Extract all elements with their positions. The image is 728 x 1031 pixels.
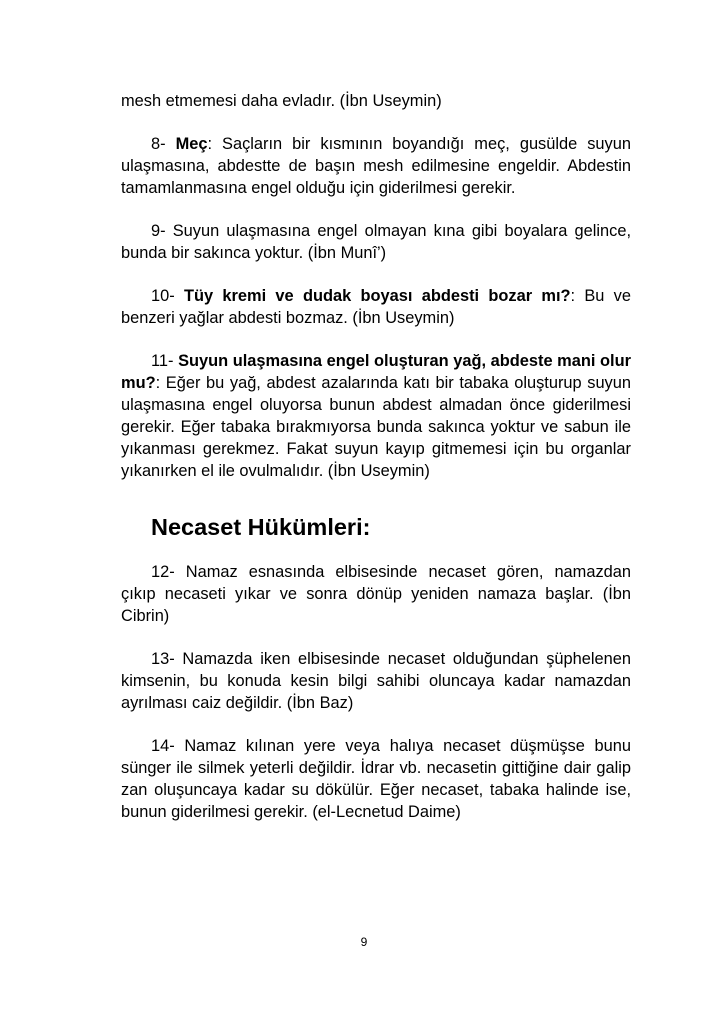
item-number: 8- <box>151 135 176 153</box>
page-number: 9 <box>360 935 368 949</box>
paragraph-item-13: 13- Namazda iken elbisesinde necaset olduğundan şüphelenen kimsenin, bu konuda kesin bilgi sahibi oluncaya kadar namazdan ayrılması caiz değildir. (İbn Baz) <box>121 650 631 712</box>
paragraph-item-9: 9- Suyun ulaşmasına engel olmayan kına gibi boyalara gelince, bunda bir sakınca yoktur. (İbn Munî’) <box>121 222 631 262</box>
item-number: 11- <box>151 352 179 370</box>
item-title: Meç <box>175 135 208 153</box>
document-page <box>121 90 631 823</box>
section-heading: Necaset Hükümleri: <box>151 514 371 540</box>
item-title: Tüy kremi ve dudak boyası abdesti bozar mı? <box>183 287 571 305</box>
paragraph-item-11 <box>121 350 631 482</box>
item-body: : Bu ve benzeri yağlar abdesti bozmaz. (İbn Useymin) <box>121 287 631 327</box>
item-number: 10- <box>151 287 184 305</box>
paragraph-item-10 <box>121 285 631 329</box>
item-body: : Saçların bir kısmının boyandığı meç, gusülde suyun ulaşmasına, abdestte de başın mesh edilmesine engeldir. Abdestin tamamlanmasına engel olduğu için giderilmesi gerekir. <box>121 135 631 197</box>
paragraph-item-8 <box>121 133 631 199</box>
paragraph-item-14: 14- Namaz kılınan yere veya halıya necaset düşmüşse bunu sünger ile silmek yeterli değildir. İdrar vb. necasetin gittiğine dair galip zan oluşuncaya kadar su dökülür. Eğer necaset, tabaka halinde ise, bunun giderilmesi gerekir. (el-Lecnetud Daime) <box>121 737 631 821</box>
paragraph-item-12: 12- Namaz esnasında elbisesinde necaset gören, namazdan çıkıp necaseti yıkar ve sonra dönüp yeniden namaza başlar. (İbn Cibrin) <box>121 563 631 625</box>
item-title: Suyun ulaşmasına engel oluşturan yağ, abdeste mani olur mu? <box>121 352 631 392</box>
paragraph-continuation: mesh etmemesi daha evladır. (İbn Useymin) <box>121 92 442 110</box>
item-body: : Eğer bu yağ, abdest azalarında katı bir tabaka oluşturup suyun ulaşmasına engel oluyorsa bunun abdest almadan önce giderilmesi gerekir. Eğer tabaka bırakmıyorsa bunda sakınca yoktur ve sabun ile yıkanması gerekmez. Fakat suyun kayıp gitmemesi için bu organlar yıkanırken el ile ovulmalıdır. (İbn Useymin) <box>121 374 631 480</box>
